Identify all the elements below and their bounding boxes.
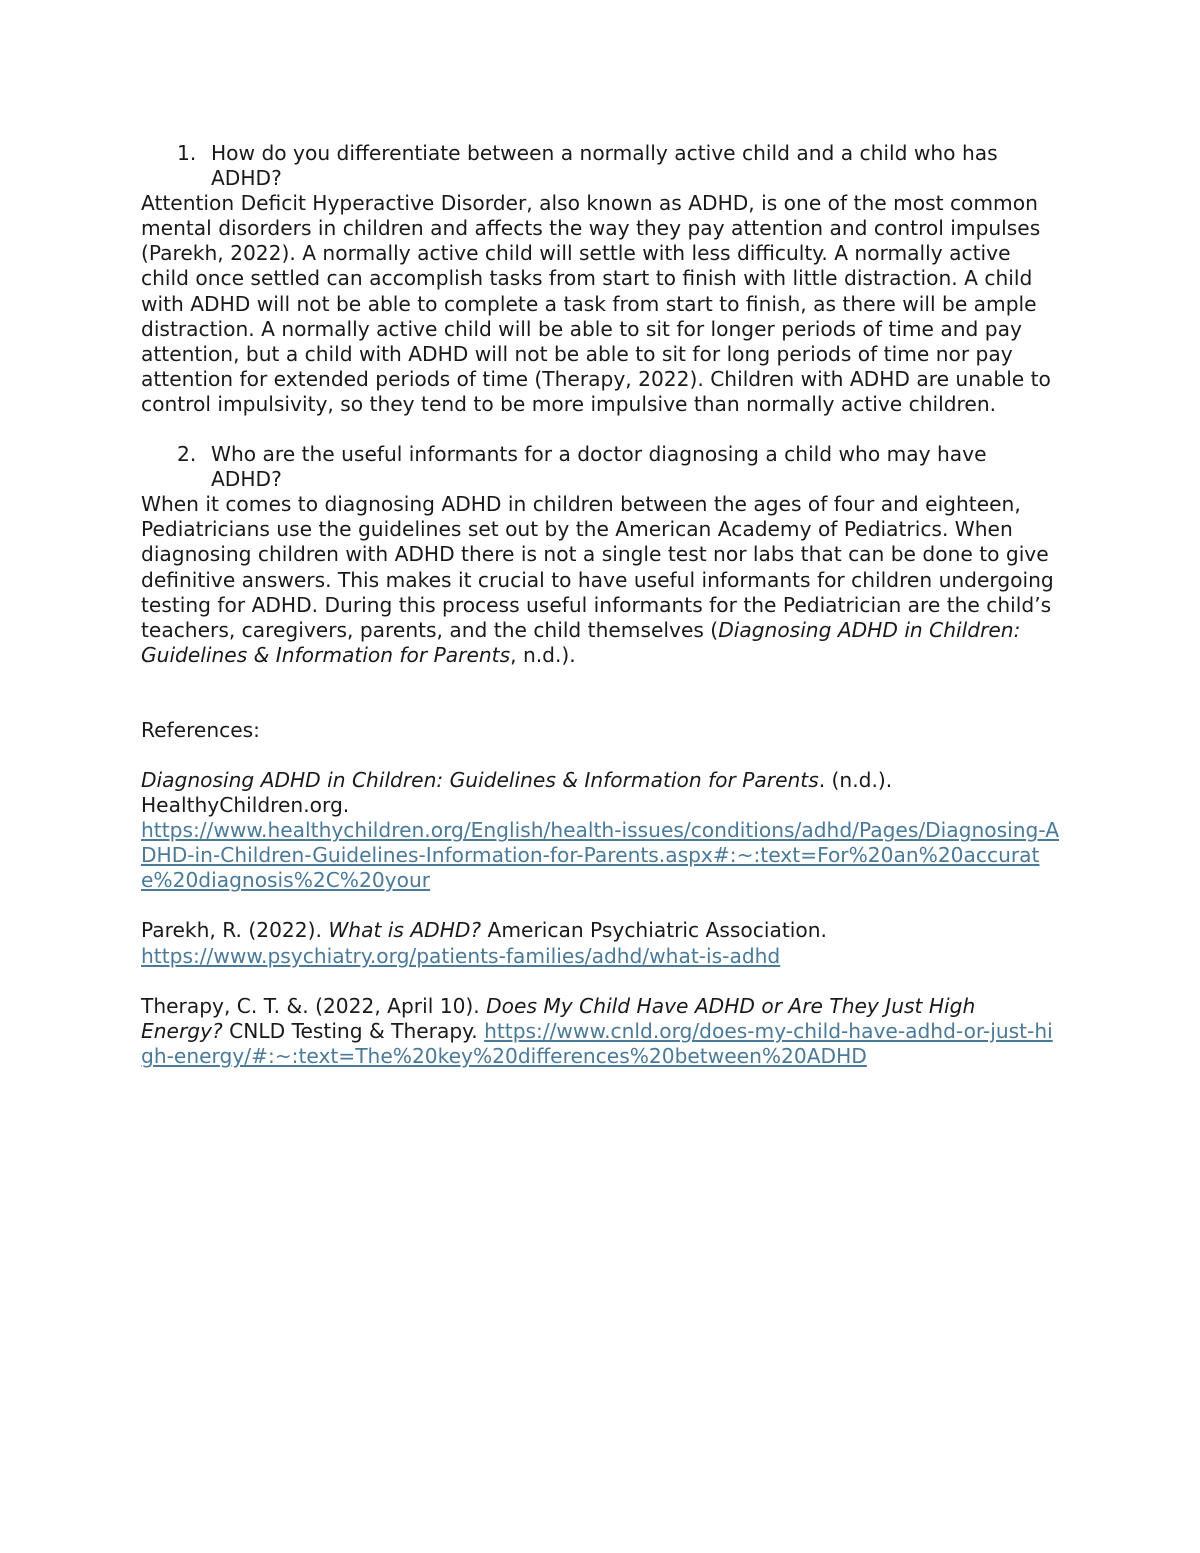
reference-title: Does My Child Have ADHD or Are They Just High Energy? [141, 993, 976, 1043]
answer-2-tail: , n.d.). [510, 642, 576, 667]
question-1 [141, 141, 1061, 191]
reference-item [141, 994, 1061, 1069]
reference-title: Diagnosing ADHD in Children: Guidelines & Information for Parents [141, 767, 819, 792]
answer-2-citation-title: Diagnosing ADHD in Children: Guidelines & Information for Parents [141, 617, 1021, 667]
reference-link[interactable]: https://www.healthychildren.org/English/health-issues/conditions/adhd/Pages/Diagnosing-ADHD-in-Children-Guidelines-Information-for-Parents.aspx#:~:text=For%20an%20accurate%20diagnosis%2C%20your [141, 818, 1060, 893]
reference-author: Parekh, R. (2022). [141, 918, 329, 943]
reference-link[interactable]: https://www.psychiatry.org/patients-families/adhd/what-is-adhd [141, 943, 781, 968]
reference-item [141, 918, 1061, 968]
question-1-text: How do you differentiate between a normally active child and a child who has ADHD? [211, 141, 998, 191]
reference-title: What is ADHD? [328, 918, 482, 943]
document-page [141, 141, 1061, 1069]
question-2 [141, 442, 1061, 492]
question-2-number: 2. [177, 442, 197, 467]
reference-publisher: American Psychiatric Association. [481, 918, 827, 943]
answer-2 [141, 492, 1061, 668]
question-1-number: 1. [177, 141, 197, 165]
references-heading: References: [141, 717, 260, 742]
reference-author: Therapy, C. T. &. (2022, April 10). [141, 993, 487, 1018]
answer-2-lead: When it comes to diagnosing ADHD in children between the ages of four and eighteen, Pediatricians use the guidelines set out by the American Academy of Pediatrics. When diagnosing children with ADHD there is not a single test nor labs that can be done to give definitive answers. This makes it crucial to have useful informants for children undergoing testing for ADHD. During this process useful informants for the Pediatrician are the child’s teachers, caregivers, parents, and the child themselves ( [141, 492, 1054, 642]
answer-1: Attention Deficit Hyperactive Disorder, also known as ADHD, is one of the most common mental disorders in children and affects the way they pay attention and control impulses (Parekh, 2022). A normally active child will settle with less difficulty. A normally active child once settled can accomplish tasks from start to finish with little distraction. A child with ADHD will not be able to complete a task from start to finish, as there will be ample distraction. A normally active child will be able to sit for longer periods of time and pay attention, but a child with ADHD will not be able to sit for long periods of time nor pay attention for extended periods of time (Therapy, 2022). Children with ADHD are unable to control impulsivity, so they tend to be more impulsive than normally active children. [141, 191, 1051, 416]
reference-link[interactable]: https://www.cnld.org/does-my-child-have-adhd-or-just-high-energy/#:~:text=The%20key%20differences%20between%20ADHD [141, 1018, 1053, 1068]
reference-item [141, 768, 1061, 893]
reference-publisher: . (n.d.). HealthyChildren.org. [141, 767, 893, 818]
question-2-text: Who are the useful informants for a doctor diagnosing a child who may have ADHD? [211, 442, 987, 492]
reference-publisher: CNLD Testing & Therapy. [222, 1018, 485, 1043]
